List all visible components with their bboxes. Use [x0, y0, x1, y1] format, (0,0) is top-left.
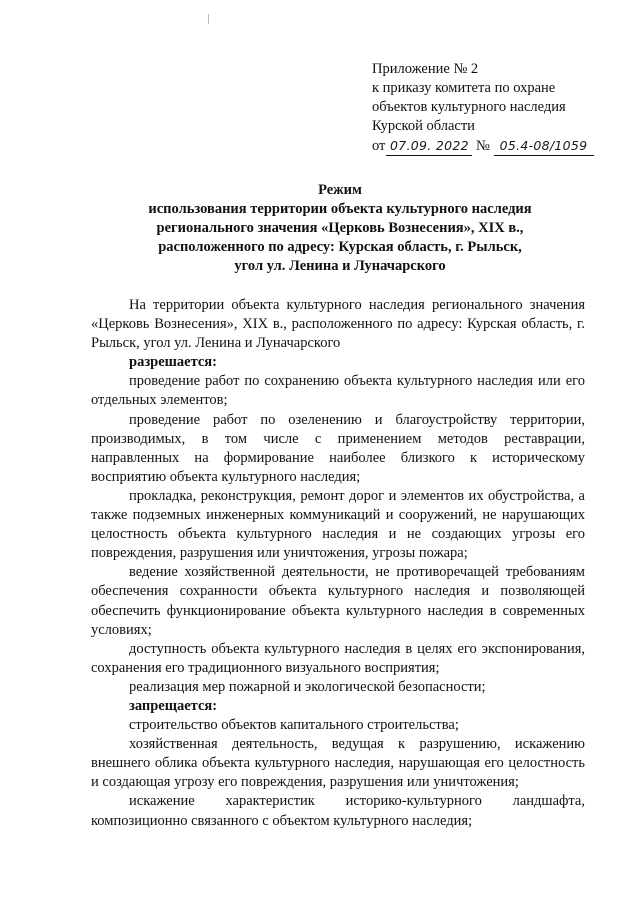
forbidden-heading: запрещается:	[129, 697, 218, 714]
appendix-block	[372, 60, 634, 156]
forbidden-item: хозяйственная деятельность, ведущая к разрушению, искажению внешнего облика объекта культурного наследия, нарушающая его целостность и создающая угрозу его повреждения, разрушения или уничтожения;	[91, 736, 585, 791]
document-body	[91, 296, 585, 831]
handwritten-date: 07.09. 2022	[386, 136, 472, 156]
title-line: угол ул. Ленина и Луначарского	[234, 258, 446, 274]
appendix-line: Курской области	[372, 118, 475, 134]
title-line: регионального значения «Церковь Вознесения», XIX в.,	[156, 220, 524, 236]
appendix-line: к приказу комитета по охране	[372, 80, 556, 96]
allowed-item: проведение работ по сохранению объекта культурного наследия или его отдельных элементов;	[91, 373, 585, 409]
number-prefix: №	[476, 138, 490, 154]
appendix-line: объектов культурного наследия	[372, 99, 566, 115]
handwritten-number: 05.4-08/1059	[494, 136, 594, 156]
title-line: Режим	[318, 182, 362, 198]
title-line: расположенного по адресу: Курская область, г. Рыльск,	[158, 239, 522, 255]
allowed-item: реализация мер пожарной и экологической безопасности;	[129, 678, 486, 695]
scan-mark	[208, 14, 209, 24]
intro-paragraph: На территории объекта культурного наследия регионального значения «Церковь Вознесения», XIX в., расположенного по адресу: Курская область, г. Рыльск, угол ул. Ленина и Луначарского	[91, 297, 585, 352]
forbidden-item: искажение характеристик историко-культурного ландшафта, композиционно связанного с объектом культурного наследия;	[91, 793, 585, 829]
title-line: использования территории объекта культурного наследия	[148, 201, 532, 217]
allowed-item: ведение хозяйственной деятельности, не противоречащей требованиям обеспечения сохранности объекта культурного наследия и позволяющей обеспечить функционирование объекта культурного наследия в современных условиях;	[91, 564, 585, 638]
date-prefix: от	[372, 138, 386, 154]
appendix-date-line	[372, 136, 634, 156]
appendix-line: Приложение № 2	[372, 61, 479, 77]
document-title	[120, 181, 560, 276]
allowed-item: доступность объекта культурного наследия в целях его экспонирования, сохранения его традиционного визуального восприятия;	[91, 640, 585, 676]
allowed-item: прокладка, реконструкция, ремонт дорог и элементов их обустройства, а также подземных инженерных коммуникаций и сооружений, не нарушающих целостность объекта культурного наследия и не создающих угрозы его повреждения, разрушения или уничтожения, угрозы пожара;	[91, 487, 585, 562]
forbidden-item: строительство объектов капитального строительства;	[129, 717, 459, 734]
allowed-heading: разрешается:	[129, 354, 217, 371]
allowed-item: проведение работ по озеленению и благоустройству территории, производимых, в том числе с применением методов реставрации, направленных на формирование наиболее близкого к историческому восприятию объекта культурного наследия;	[91, 411, 585, 485]
